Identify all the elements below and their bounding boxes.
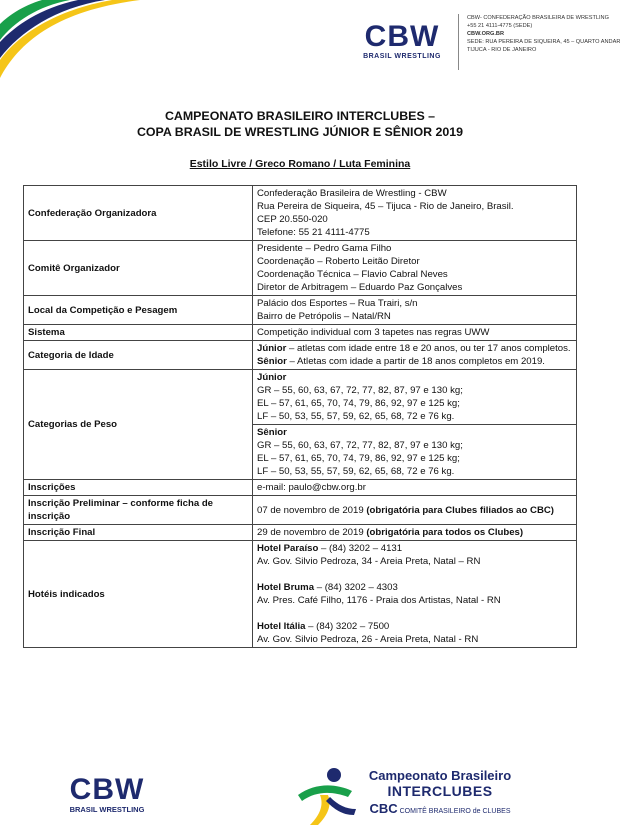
value-line: Palácio dos Esportes – Rua Trairi, s/n bbox=[257, 298, 418, 309]
row-label: Sistema bbox=[24, 325, 253, 341]
spacer bbox=[257, 568, 572, 581]
table-row bbox=[24, 186, 577, 241]
senior-text: – Atletas com idade a partir de 18 anos completos em 2019. bbox=[286, 356, 545, 367]
row-value bbox=[253, 186, 577, 241]
value-line: Confederação Brasileira de Wrestling - CBW bbox=[257, 188, 447, 199]
hotel-line bbox=[257, 542, 572, 555]
contact-city: TIJUCA - RIO DE JANEIRO bbox=[467, 47, 537, 53]
row-label: Local da Competição e Pesagem bbox=[24, 296, 253, 325]
table-row bbox=[24, 496, 577, 525]
table-row bbox=[24, 541, 577, 648]
document-subtitle: Estilo Livre / Greco Romano / Luta Feminina bbox=[189, 158, 411, 170]
header-divider bbox=[458, 14, 459, 70]
cbc-subtext: COMITÊ BRASILEIRO de CLUBES bbox=[399, 808, 511, 815]
junior-text: – atletas com idade entre 18 e 20 anos, ou ter 17 anos completos. bbox=[286, 343, 571, 354]
hotel-name: Hotel Bruma bbox=[257, 582, 315, 593]
spacer bbox=[257, 607, 572, 620]
contact-site[interactable]: CBW.ORG.BR bbox=[467, 31, 504, 37]
value-line: LF – 50, 53, 55, 57, 59, 62, 65, 68, 72 e 76 kg. bbox=[257, 466, 455, 477]
footer-logo-text: CBW bbox=[69, 773, 145, 806]
value-line: GR – 55, 60, 63, 67, 72, 77, 82, 87, 97 e 130 kg; bbox=[257, 385, 463, 396]
table-row bbox=[24, 241, 577, 296]
table-row bbox=[24, 296, 577, 325]
event-line-1: Campeonato Brasileiro bbox=[368, 768, 512, 783]
value-line: CEP 20.550-020 bbox=[257, 214, 328, 225]
document-title bbox=[0, 108, 600, 140]
hotel-name: Hotel Paraíso bbox=[257, 543, 319, 554]
runner-icon bbox=[290, 765, 360, 827]
row-label: Confederação Organizadora bbox=[24, 186, 253, 241]
row-label: Categoria de Idade bbox=[24, 341, 253, 370]
contact-phone: +55 21 4111-4775 (SEDE) bbox=[467, 23, 533, 29]
note-text: (obrigatória para Clubes filiados ao CBC) bbox=[366, 504, 554, 516]
table-row bbox=[24, 480, 577, 496]
senior-label: Sênior bbox=[257, 356, 287, 367]
hotel-phone: – (84) 3202 – 4131 bbox=[318, 543, 403, 554]
email-value[interactable]: e-mail: paulo@cbw.org.br bbox=[253, 480, 577, 496]
junior-heading: Júnior bbox=[257, 372, 287, 383]
value-line: LF – 50, 53, 55, 57, 59, 62, 65, 68, 72 e 76 kg. bbox=[257, 411, 455, 422]
decorative-stripes bbox=[0, 0, 140, 80]
cbc-text: CBC bbox=[369, 801, 398, 816]
footer-cbw-logo bbox=[64, 775, 150, 814]
row-label: Inscrição Preliminar – conforme ficha de inscrição bbox=[24, 496, 253, 525]
logo-subtext: BRASIL WRESTLING bbox=[363, 53, 441, 60]
title-line-1: CAMPEONATO BRASILEIRO INTERCLUBES – bbox=[164, 109, 436, 123]
value-line: Coordenação Técnica – Flavio Cabral Neves bbox=[257, 269, 448, 280]
value-line: Diretor de Arbitragem – Eduardo Paz Gonçalves bbox=[257, 282, 463, 293]
table-row bbox=[24, 325, 577, 341]
row-value bbox=[253, 341, 577, 370]
date-text: 07 de novembro de 2019 bbox=[257, 504, 367, 516]
value-line: Rua Pereira de Siqueira, 45 – Tijuca - Rio de Janeiro, Brasil. bbox=[257, 201, 514, 212]
hotel-address: Av. Gov. Silvio Pedroza, 34 - Areia Preta, Natal – RN bbox=[257, 556, 481, 567]
row-label: Inscrição Final bbox=[24, 525, 253, 541]
value-line: Coordenação – Roberto Leitão Diretor bbox=[257, 256, 420, 267]
value-line: Bairro de Petrópolis – Natal/RN bbox=[257, 311, 391, 322]
title-line-2: COPA BRASIL DE WRESTLING JÚNIOR E SÊNIOR 2019 bbox=[136, 125, 464, 139]
hotel-phone: – (84) 3202 – 4303 bbox=[314, 582, 398, 593]
row-value bbox=[253, 370, 577, 480]
value-line bbox=[257, 355, 572, 368]
info-table bbox=[23, 185, 577, 648]
hotel-phone: – (84) 3202 – 7500 bbox=[305, 621, 390, 632]
senior-heading: Sênior bbox=[257, 427, 287, 438]
value-line: Presidente – Pedro Gama Filho bbox=[257, 243, 392, 254]
row-label: Inscrições bbox=[24, 480, 253, 496]
hotel-name: Hotel Itália bbox=[257, 621, 306, 632]
event-line-2: INTERCLUBES bbox=[387, 783, 493, 799]
row-label: Hotéis indicados bbox=[24, 541, 253, 648]
junior-label: Júnior bbox=[257, 343, 287, 354]
hotel-address: Av. Gov. Silvio Pedroza, 26 - Areia Preta, Natal - RN bbox=[257, 634, 479, 645]
footer-event-logo bbox=[360, 768, 520, 816]
row-value bbox=[253, 241, 577, 296]
cbc-logo bbox=[360, 801, 520, 816]
value-line: EL – 57, 61, 65, 70, 74, 79, 86, 92, 97 e 125 kg; bbox=[257, 453, 460, 464]
table-row bbox=[24, 370, 577, 480]
table-row bbox=[24, 341, 577, 370]
hotel-line bbox=[257, 620, 572, 633]
value-line: Telefone: 55 21 4111-4775 bbox=[257, 227, 370, 238]
value-line bbox=[257, 342, 572, 355]
note-text: (obrigatória para todos os Clubes) bbox=[366, 527, 524, 538]
footer-logo-subtext: BRASIL WRESTLING bbox=[69, 805, 145, 814]
hotel-line bbox=[257, 581, 572, 594]
contact-org: CBW- CONFEDERAÇÃO BRASILEIRA DE WRESTLING bbox=[467, 15, 609, 21]
row-label: Categorias de Peso bbox=[24, 370, 253, 480]
row-value bbox=[253, 296, 577, 325]
row-value bbox=[253, 541, 577, 648]
row-label: Comitê Organizador bbox=[24, 241, 253, 296]
value-line: EL – 57, 61, 65, 70, 74, 79, 86, 92, 97 e 125 kg; bbox=[257, 398, 460, 409]
section-divider bbox=[253, 424, 576, 425]
contact-address: SEDE: RUA PEREIRA DE SIQUEIRA, 45 – QUARTO ANDAR bbox=[467, 39, 620, 45]
table-row bbox=[24, 525, 577, 541]
date-text: 29 de novembro de 2019 bbox=[257, 527, 367, 538]
row-value bbox=[253, 496, 577, 525]
contact-block bbox=[467, 14, 620, 54]
cbw-logo bbox=[360, 22, 444, 60]
hotel-address: Av. Pres. Café Filho, 1176 - Praia dos Artistas, Natal - RN bbox=[257, 595, 501, 606]
row-value: Competição individual com 3 tapetes nas regras UWW bbox=[253, 325, 577, 341]
value-line: GR – 55, 60, 63, 67, 72, 77, 82, 87, 97 e 130 kg; bbox=[257, 440, 463, 451]
row-value bbox=[253, 525, 577, 541]
logo-text: CBW bbox=[364, 20, 440, 53]
